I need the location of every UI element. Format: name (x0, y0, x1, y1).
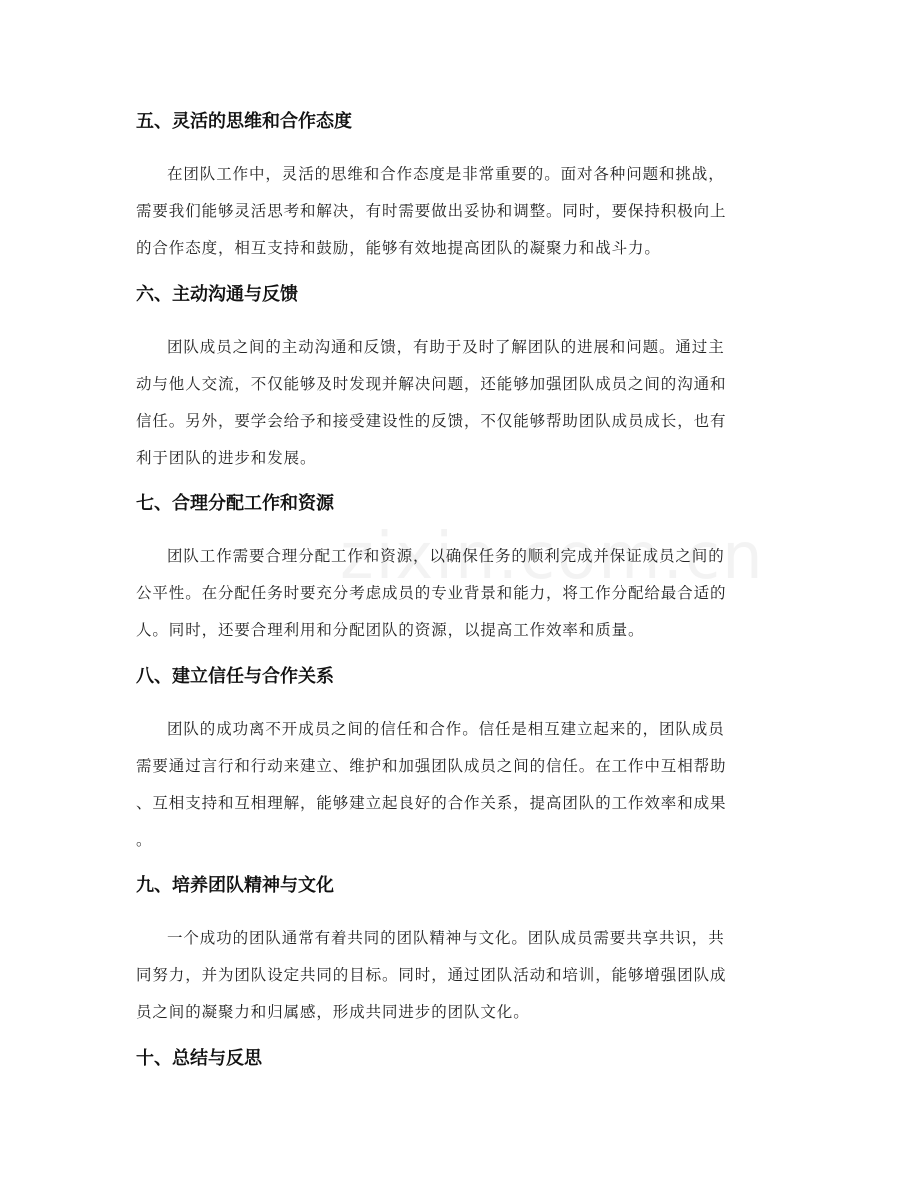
section-paragraph (136, 711, 786, 859)
paragraph-line: 一个成功的团队通常有着共同的团队精神与文化。团队成员需要共享共识，共 (167, 929, 725, 947)
paragraph-line: 在团队工作中，灵活的思维和合作态度是非常重要的。面对各种问题和挑战， (167, 165, 725, 183)
paragraph-line: 人。同时，还要合理利用和分配团队的资源，以提高工作效率和质量。 (136, 621, 645, 639)
section-heading: 十、总结与反思 (136, 1048, 262, 1069)
paragraph-line: 团队成员之间的主动沟通和反馈，有助于及时了解团队的进展和问题。通过主 (167, 338, 725, 356)
paragraph-line: 团队工作需要合理分配工作和资源，以确保任务的顺利完成并保证成员之间的 (167, 547, 725, 565)
section-5 (136, 109, 786, 267)
section-heading: 七、合理分配工作和资源 (136, 493, 334, 514)
paragraph-line: 信任。另外，要学会给予和接受建设性的反馈，不仅能够帮助团队成员成长，也有 (136, 412, 727, 430)
paragraph-line: 同努力，并为团队设定共同的目标。同时，通过团队活动和培训，能够增强团队成 (136, 966, 727, 984)
paragraph-line: 的合作态度，相互支持和鼓励，能够有效地提高团队的凝聚力和战斗力。 (136, 239, 661, 257)
section-heading: 八、建立信任与合作关系 (136, 666, 334, 687)
section-heading: 九、培养团队精神与文化 (136, 875, 334, 896)
section-paragraph (136, 920, 786, 1031)
paragraph-line: 团队的成功离不开成员之间的信任和合作。信任是相互建立起来的，团队成员 (167, 720, 725, 738)
section-7 (136, 491, 786, 649)
paragraph-line: 需要我们能够灵活思考和解决，有时需要做出妥协和调整。同时，要保持积极向上 (136, 202, 727, 220)
section-paragraph (136, 156, 786, 267)
section-paragraph (136, 329, 786, 477)
paragraph-line: 公平性。在分配任务时要充分考虑成员的专业背景和能力，将工作分配给最合适的 (136, 584, 727, 602)
section-heading: 六、主动沟通与反馈 (136, 284, 298, 305)
paragraph-line: 动与他人交流，不仅能够及时发现并解决问题，还能够加强团队成员之间的沟通和 (136, 375, 727, 393)
section-heading: 五、灵活的思维和合作态度 (136, 111, 352, 132)
paragraph-line: 员之间的凝聚力和归属感，形成共同进步的团队文化。 (136, 1003, 530, 1021)
paragraph-line: 需要通过言行和行动来建立、维护和加强团队成员之间的信任。在工作中互相帮助 (136, 757, 727, 775)
section-10 (136, 1046, 786, 1072)
section-6 (136, 282, 786, 477)
section-9 (136, 873, 786, 1031)
paragraph-line: 利于团队的进步和发展。 (136, 449, 317, 467)
paragraph-line: 、互相支持和互相理解，能够建立起良好的合作关系，提高团队的工作效率和成果 (136, 794, 727, 812)
section-8 (136, 664, 786, 859)
section-paragraph (136, 538, 786, 649)
paragraph-line: 。 (136, 831, 153, 849)
